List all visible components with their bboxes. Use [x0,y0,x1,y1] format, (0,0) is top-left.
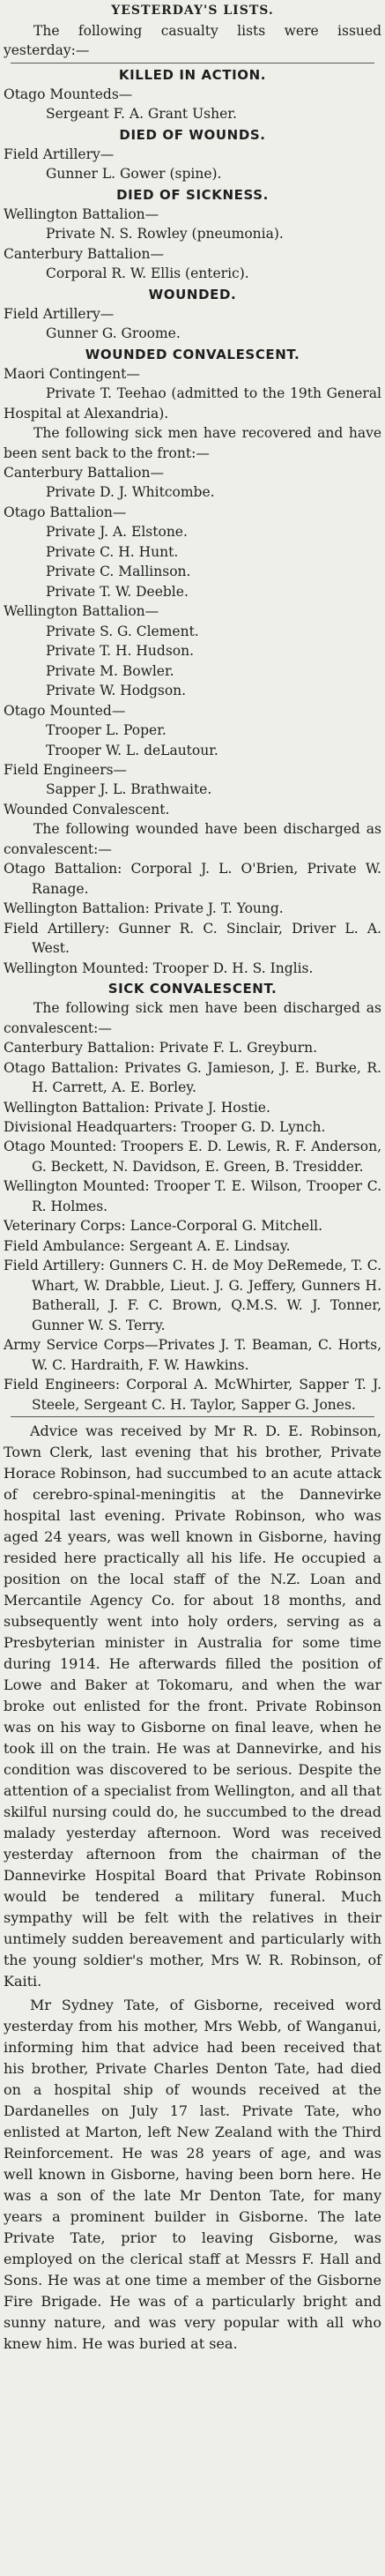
section-heading-died-sickness: DIED OF SICKNESS. [116,186,269,203]
discharge-entry: Wellington Battalion: Private J. Hostie. [4,1099,270,1116]
casualty-name: Private T. Teehao (admitted to the 19th General Hospital at Alexandria). [4,385,381,422]
casualty-name: Private N. S. Rowley (pneumonia). [46,226,284,243]
section-heading-sick-convalescent: SICK CONVALESCENT. [107,981,278,997]
unit-name: Canterbury Battalion— [4,464,164,481]
article-paragraph-tate: Mr Sydney Tate, of Gisborne, received word yesterday from his mother, Mrs Webb, of Wanganui, informing him that advice had been received that his brother, Private Charles Denton Tate, had died on a hospital ship of wounds received at the Dardanelles on July 17 last. Private Tate, who enlisted at Marton, left New Zealand with the Third Reinforcement. He was 28 years of age, and was well known in Gisborne, having been born here. He was a son of the late Mr Denton Tate, for many years a prominent builder in Gisborne. The late Private Tate, prior to leaving Gisborne, was employed on the clerical staff at Messrs F. Hall and Sons. He was at one time a member of the Gisborne Fire Brigade. He was of a particularly bright and sunny nature, and was very popular with all who knew him. He was buried at sea. [4,1997,381,2352]
discharge-entry: Divisional Headquarters: Trooper G. D. Lynch. [4,1118,326,1135]
casualty-name: Trooper W. L. deLautour. [46,742,218,758]
casualty-name: Private M. Bowler. [46,662,174,679]
discharge-entry: Otago Mounted: Troopers E. D. Lewis, R. F. Anderson, G. Beckett, N. Davidson, E. Green, B. Tresidder. [4,1139,381,1175]
discharge-entry: Wellington Mounted: Trooper D. H. S. Inglis. [4,959,314,976]
section-heading-wounded: WOUNDED. [148,286,237,302]
casualty-name: Private W. Hodgson. [46,683,187,699]
casualty-name: Private S. G. Clement. [46,623,199,639]
divider [11,1416,374,1417]
wounded-section [4,287,381,344]
discharge-entry: Army Service Corps—Privates J. T. Beaman, C. Horts, W. C. Hardraith, F. W. Hawkins. [4,1337,381,1373]
casualty-name: Corporal R. W. Ellis (enteric). [46,265,249,282]
unit-name: Otago Mounted— [4,702,126,719]
unit-name: Otago Mounteds— [4,86,133,102]
casualty-name: Trooper L. Poper. [46,722,167,739]
sick-discharged-intro: The following sick men have been discharged as convalescent:— [4,1000,381,1036]
discharge-entry: Veterinary Corps: Lance-Corporal G. Mitchell. [4,1218,323,1235]
unit-name: Field Artillery— [4,146,115,162]
unit-name: Canterbury Battalion— [4,245,164,262]
killed-in-action-section [4,67,381,124]
unit-name: Wellington Battalion— [4,603,159,620]
unit-name: Field Artillery— [4,305,115,322]
casualty-name: Gunner L. Gower (spine). [46,166,222,183]
discharge-entry: Field Ambulance: Sergeant A. E. Lindsay. [4,1237,291,1254]
casualty-name: Sergeant F. A. Grant Usher. [46,106,237,123]
unit-name: Otago Battalion— [4,504,127,520]
discharge-entry: Field Artillery: Gunners C. H. de Moy DeRemede, T. C. Whart, W. Drabble, Lieut. J. G. Jeffery, Gunners H. Batherall, J. F. C. Brown, Q.M.S. W. J. Tonner, Gunner W. S. Terry. [4,1258,381,1333]
unit-name: Maori Contingent— [4,365,140,382]
page-title: YESTERDAY'S LISTS. [111,4,274,18]
discharge-entry: Field Artillery: Gunner R. C. Sinclair, Driver L. A. West. [4,920,381,957]
died-of-sickness-section [4,187,381,284]
casualty-name: Private C. H. Hunt. [46,543,179,560]
section-heading-killed: KILLED IN ACTION. [118,66,267,83]
discharge-entry: Field Engineers: Corporal A. McWhirter, Sapper T. J. Steele, Sergeant C. H. Taylor, Sapper G. Jones. [4,1377,381,1413]
intro-text: The following casualty lists were issued yesterday:— [4,23,381,59]
discharge-entry: Wellington Mounted: Trooper T. E. Wilson, Trooper C. R. Holmes. [4,1178,381,1214]
unit-name: Field Engineers— [4,762,128,778]
casualty-name: Private C. Mallinson. [46,564,191,580]
sick-returned-intro: The following sick men have recovered and have been sent back to the front:— [4,425,381,461]
casualty-name: Private T. H. Hudson. [46,643,195,660]
discharge-entry: Wellington Battalion: Private J. T. Young. [4,900,284,917]
discharged-intro: The following wounded have been discharged as convalescent:— [4,821,381,857]
casualty-name: Gunner G. Groome. [46,325,181,342]
died-of-wounds-section [4,127,381,184]
casualty-name: Sapper J. L. Brathwaite. [46,781,212,798]
news-article [4,1421,381,2355]
subheading-wounded-convalescent: Wounded Convalescent. [4,801,170,818]
section-heading-wounded-convalescent: WOUNDED CONVALESCENT. [85,346,300,362]
article-paragraph-robinson: Advice was received by Mr R. D. E. Robinson, Town Clerk, last evening that his brother, Private Horace Robinson, had succumbed to an acute attack of cerebro-spinal-meningitis at the Dannevirke hospital last evening. Private Robinson, who was aged 24 years, was well known in Gisborne, having resided here practically all his life. He occupied a position on the local staff of the N.Z. Loan and Mercantile Agency Co. for about 18 months, and subsequently went into holy orders, serving as a Presbyterian minister in Australia for some time during 1914. He afterwards filled the position of Lowe and Baker at Tokomaru, and when the war broke out enlisted for the front. Private Robinson was on his way to Gisborne on final leave, when he took ill on the train. He was at Dannevirke, and his condition was discovered to be serious. Despite the attention of a specialist from Wellington, and all that skilful nursing could do, he succumbed to the dread malady yesterday afternoon. Word was received yesterday afternoon from the chairman of the Dannevirke Hospital Board that Private Robinson would be tendered a military funeral. Much sympathy will be felt with the relatives in their untimely sudden bereavement and particularly with the young soldier's mother, Mrs W. R. Robinson, of Kaiti. [4,1422,381,1990]
casualty-name: Private D. J. Whitcombe. [46,484,215,501]
casualty-name: Private J. A. Elstone. [46,524,188,541]
sick-convalescent-section [4,981,381,1415]
wounded-convalescent-section [4,347,381,979]
casualty-name: Private T. W. Deeble. [46,583,189,600]
section-heading-died-wounds: DIED OF WOUNDS. [119,126,266,143]
discharge-entry: Canterbury Battalion: Private F. L. Greyburn. [4,1040,318,1057]
unit-name: Wellington Battalion— [4,205,159,222]
discharge-entry: Otago Battalion: Corporal J. L. O'Brien, Private W. Ranage. [4,861,381,897]
discharge-entry: Otago Battalion: Privates G. Jamieson, J. E. Burke, R. H. Carrett, A. E. Borley. [4,1059,381,1096]
